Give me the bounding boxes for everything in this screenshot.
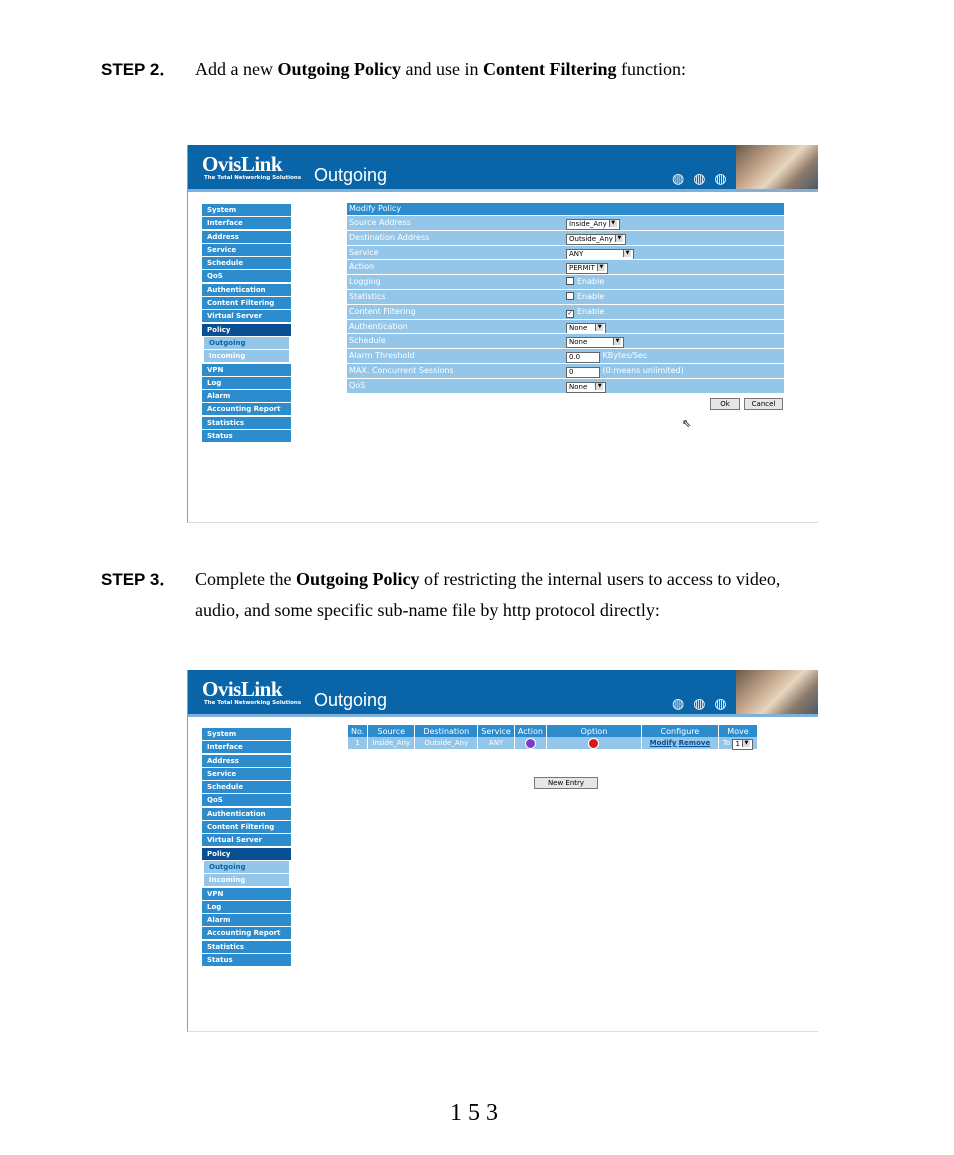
schedule-label: Schedule [349, 336, 386, 346]
col-move: Move [719, 725, 757, 737]
cell-action [515, 737, 546, 749]
step3-text [195, 564, 905, 626]
menu-vpn[interactable]: VPN [202, 888, 291, 900]
max-sessions-hint: (0:means unlimited) [602, 365, 684, 375]
dropdown-arrow-icon: ▼ [595, 324, 603, 331]
menu-log[interactable]: Log [202, 377, 291, 389]
form-header: Modify Policy [347, 203, 784, 215]
menu-qos[interactable]: QoS [202, 270, 291, 282]
step2-text-2: and use in [401, 59, 483, 79]
schedule-value: None [569, 338, 588, 347]
remove-link[interactable]: Remove [678, 739, 711, 747]
authentication-value: None [569, 323, 588, 332]
move-value: 1 [735, 739, 740, 748]
menu-incoming[interactable]: Incoming [204, 350, 289, 362]
menu-interface[interactable]: Interface [202, 741, 291, 753]
action-value: PERMIT [569, 264, 595, 273]
col-option: Option [547, 725, 641, 737]
tagline: The Total Networking Solutions [204, 175, 302, 181]
menu-address[interactable]: Address [202, 755, 291, 767]
menu-outgoing[interactable]: Outgoing [204, 861, 289, 873]
step2-text-1: Add a new [195, 59, 278, 79]
menu-incoming[interactable]: Incoming [204, 874, 289, 886]
menu-outgoing[interactable]: Outgoing [204, 337, 289, 349]
policy-table [347, 725, 758, 749]
cell-configure [642, 737, 718, 749]
menu-schedule[interactable]: Schedule [202, 781, 291, 793]
logging-option: Enable [577, 277, 605, 287]
table-header-row [348, 725, 757, 737]
alarm-threshold-label: Alarm Threshold [349, 351, 415, 361]
content-filtering-checkbox[interactable]: ✓ [567, 309, 573, 317]
screenshot-modify-policy [187, 145, 818, 523]
statistics-label: Statistics [349, 291, 386, 301]
qos-value: None [569, 382, 588, 391]
row-qos [347, 378, 784, 393]
step3-text-line2: audio, and some specific sub-name file by http protocol directly: [195, 600, 660, 620]
source-value: Inside_Any [569, 220, 607, 228]
authentication-label: Authentication [349, 321, 408, 331]
col-no: No. [348, 725, 367, 737]
statistics-checkbox[interactable] [566, 292, 574, 300]
menu-content-filtering[interactable]: Content Filtering [202, 297, 291, 309]
service-label: Service [349, 247, 379, 257]
menu-address[interactable]: Address [202, 231, 291, 243]
destination-select[interactable] [566, 234, 626, 245]
menu-accounting-report[interactable]: Accounting Report [202, 403, 291, 415]
col-service: Service [478, 725, 514, 737]
ok-button[interactable]: Ok [710, 398, 740, 410]
service-value: ANY [569, 249, 584, 258]
dropdown-arrow-icon: ▼ [623, 250, 631, 257]
menu-authentication[interactable]: Authentication [202, 284, 291, 296]
page-number: 153 [450, 1100, 504, 1126]
banner [188, 670, 818, 714]
row-authentication [347, 319, 784, 334]
banner-rule [188, 189, 818, 192]
action-select[interactable] [566, 263, 608, 274]
menu-policy[interactable]: Policy [202, 324, 291, 336]
move-select[interactable] [732, 739, 752, 750]
row-service [347, 245, 784, 260]
menu-statistics[interactable]: Statistics [202, 417, 291, 429]
cell-service: ANY [478, 737, 514, 749]
row-statistics [347, 289, 784, 304]
cell-destination: Outside_Any [415, 737, 477, 749]
step3-text-1: Complete the [195, 569, 296, 589]
tagline: The Total Networking Solutions [204, 700, 302, 706]
modify-link[interactable]: Modify [649, 739, 677, 747]
row-logging [347, 274, 784, 289]
row-max-sessions [347, 363, 784, 378]
menu-log[interactable]: Log [202, 901, 291, 913]
menu-statistics[interactable]: Statistics [202, 941, 291, 953]
menu-interface[interactable]: Interface [202, 217, 291, 229]
row-source [347, 215, 784, 230]
menu-virtual-server[interactable]: Virtual Server [202, 310, 291, 322]
row-action [347, 259, 784, 274]
menu-system[interactable]: System [202, 728, 291, 740]
cell-no: 1 [348, 737, 367, 749]
logging-checkbox[interactable] [566, 277, 574, 285]
page-title: Outgoing [314, 690, 388, 710]
new-entry-button[interactable]: New Entry [534, 777, 598, 789]
row-content-filtering [347, 304, 784, 319]
dropdown-arrow-icon: ▼ [609, 220, 617, 227]
menu-alarm[interactable]: Alarm [202, 390, 291, 402]
sidebar-menu [202, 204, 291, 443]
globe-icons: ◍◍◍ [672, 171, 736, 187]
source-select[interactable] [566, 219, 620, 230]
dropdown-arrow-icon: ▼ [597, 264, 605, 271]
cell-option [547, 737, 641, 749]
action-label: Action [349, 262, 375, 272]
cancel-button[interactable]: Cancel [744, 398, 783, 410]
dropdown-arrow-icon: ▼ [613, 338, 621, 345]
banner-photo [736, 670, 818, 714]
col-source: Source [368, 725, 414, 737]
menu-schedule[interactable]: Schedule [202, 257, 291, 269]
logo: OvisLink [202, 677, 283, 701]
col-configure: Configure [642, 725, 718, 737]
step2-text-3: function: [616, 59, 686, 79]
step3-label: STEP 3． [101, 570, 177, 589]
dropdown-arrow-icon: ▼ [615, 235, 623, 242]
service-select[interactable] [566, 249, 634, 260]
step2-label: STEP 2． [101, 60, 177, 79]
content-filter-icon [588, 738, 599, 749]
menu-authentication[interactable]: Authentication [202, 808, 291, 820]
banner-rule [188, 714, 818, 717]
banner-photo [736, 145, 818, 189]
menu-system[interactable]: System [202, 204, 291, 216]
logging-label: Logging [349, 277, 381, 287]
row-destination [347, 230, 784, 245]
step3-text-2: of restricting the internal users to access to video, [419, 569, 781, 589]
max-sessions-label: MAX. Concurrent Sessions [349, 365, 454, 375]
menu-virtual-server[interactable]: Virtual Server [202, 834, 291, 846]
menu-policy[interactable]: Policy [202, 848, 291, 860]
qos-select[interactable] [566, 382, 606, 393]
col-action: Action [515, 725, 546, 737]
content-filtering-option: Enable [577, 306, 605, 316]
menu-vpn[interactable]: VPN [202, 364, 291, 376]
statistics-option: Enable [577, 291, 605, 301]
page-title: Outgoing [314, 165, 388, 185]
permit-icon [525, 738, 536, 749]
step2-bold-1: Outgoing Policy [277, 59, 401, 79]
logo: OvisLink [202, 152, 283, 176]
menu-content-filtering[interactable]: Content Filtering [202, 821, 291, 833]
modify-policy-form [347, 203, 784, 393]
step3-bold-1: Outgoing Policy [295, 569, 420, 589]
menu-service[interactable]: Service [202, 768, 291, 780]
menu-qos[interactable]: QoS [202, 794, 291, 806]
menu-status[interactable]: Status [202, 430, 291, 442]
sidebar-menu [202, 728, 291, 967]
mouse-cursor-icon: ⇖ [682, 417, 692, 430]
globe-icons: ◍◍◍ [672, 696, 736, 712]
dropdown-arrow-icon: ▼ [742, 740, 750, 747]
move-to-label: To [722, 738, 731, 747]
cell-source: Inside_Any [368, 737, 414, 749]
row-alarm-threshold [347, 348, 784, 363]
banner [188, 145, 818, 189]
menu-service[interactable]: Service [202, 244, 291, 256]
source-label: Source Address [349, 218, 411, 227]
step2-bold-2: Content Filtering [482, 59, 617, 79]
step2-text [195, 54, 905, 85]
qos-label: QoS [349, 380, 366, 390]
destination-label: Destination Address [349, 232, 430, 242]
row-schedule [347, 333, 784, 348]
schedule-select[interactable] [566, 337, 624, 348]
alarm-threshold-input[interactable]: 0.0 [566, 352, 600, 363]
menu-alarm[interactable]: Alarm [202, 914, 291, 926]
authentication-select[interactable] [566, 323, 606, 334]
cell-move [719, 737, 757, 749]
col-destination: Destination [415, 725, 477, 737]
content-filtering-label: Content Filtering [349, 306, 416, 316]
dropdown-arrow-icon: ▼ [595, 383, 603, 390]
menu-status[interactable]: Status [202, 954, 291, 966]
screenshot-policy-list [187, 670, 818, 1032]
table-row [348, 737, 757, 749]
alarm-threshold-unit: KBytes/Sec [602, 351, 648, 361]
destination-value: Outside_Any [569, 234, 613, 243]
menu-accounting-report[interactable]: Accounting Report [202, 927, 291, 939]
max-sessions-input[interactable]: 0 [566, 367, 600, 378]
